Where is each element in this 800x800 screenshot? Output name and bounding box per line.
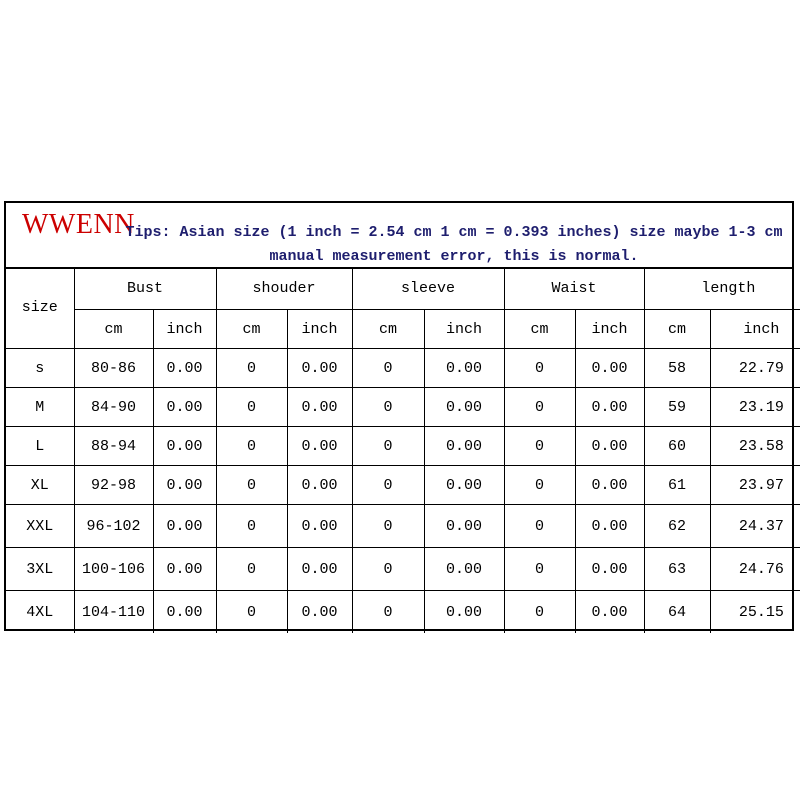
table-cell: 0 [504,388,575,427]
unit-header-cm: cm [504,310,575,349]
table-cell: 0.00 [153,388,216,427]
table-cell: 60 [644,427,710,466]
size-cell: XXL [6,505,74,548]
unit-header-inch: inch [153,310,216,349]
bust-header: Bust [74,267,216,310]
table-cell: 104-110 [74,591,153,634]
table-cell: 58 [644,349,710,388]
header-row-units [6,310,800,349]
table-cell: 0 [504,548,575,591]
table-cell: 0 [504,466,575,505]
table-cell: 0 [352,591,424,634]
table-cell: 0 [352,349,424,388]
table-cell: 24.76 [710,548,800,591]
table-cell: 64 [644,591,710,634]
table-cell: 92-98 [74,466,153,505]
table-cell: 0.00 [424,349,504,388]
table-cell: 0.00 [575,548,644,591]
shoulder-header: shouder [216,267,352,310]
size-column-header: size [6,267,74,349]
table-cell: 0.00 [153,427,216,466]
size-cell: XL [6,466,74,505]
table-cell: 96-102 [74,505,153,548]
unit-header-cm: cm [644,310,710,349]
table-cell: 0 [216,505,287,548]
table-cell: 0 [216,349,287,388]
table-cell: 0 [504,427,575,466]
table-cell: 63 [644,548,710,591]
table-cell: 0 [504,591,575,634]
table-cell: 59 [644,388,710,427]
table-cell: 0 [352,388,424,427]
table-cell: 0 [216,466,287,505]
brand-logo-text: WWENN [22,209,135,240]
table-row [6,349,800,388]
table-cell: 0 [504,349,575,388]
unit-header-inch: inch [575,310,644,349]
table-cell: 23.58 [710,427,800,466]
table-cell: 0.00 [424,548,504,591]
table-row [6,388,800,427]
table-cell: 0 [352,466,424,505]
unit-header-cm: cm [216,310,287,349]
table-cell: 80-86 [74,349,153,388]
table-row [6,548,800,591]
table-cell: 23.97 [710,466,800,505]
table-cell: 62 [644,505,710,548]
table-cell: 100-106 [74,548,153,591]
table-cell: 0.00 [287,548,352,591]
table-cell: 24.37 [710,505,800,548]
table-cell: 0 [352,427,424,466]
unit-header-cm: cm [74,310,153,349]
table-cell: 0.00 [287,591,352,634]
table-cell: 0.00 [575,591,644,634]
table-cell: 0.00 [424,591,504,634]
table-cell: 22.79 [710,349,800,388]
table-row [6,427,800,466]
chart-header [6,203,792,269]
table-row [6,466,800,505]
size-cell: s [6,349,74,388]
table-cell: 25.15 [710,591,800,634]
table-cell: 0.00 [287,388,352,427]
table-cell: 0 [352,505,424,548]
table-cell: 0.00 [287,466,352,505]
size-cell: M [6,388,74,427]
size-cell: 4XL [6,591,74,634]
table-cell: 0.00 [575,427,644,466]
table-cell: 0.00 [153,505,216,548]
tips-line-2: manual measurement error, this is normal. [269,248,639,265]
unit-header-inch: inch [287,310,352,349]
table-row [6,505,800,548]
table-cell: 0.00 [424,427,504,466]
table-cell: 0.00 [575,466,644,505]
table-cell: 0.00 [424,466,504,505]
table-cell: 0 [216,591,287,634]
size-chart [4,201,794,631]
size-cell: L [6,427,74,466]
waist-header: Waist [504,267,644,310]
unit-header-inch: inch [424,310,504,349]
table-cell: 0 [504,505,575,548]
table-cell: 0 [216,548,287,591]
table-cell: 0.00 [575,349,644,388]
table-cell: 0.00 [424,505,504,548]
table-cell: 0.00 [424,388,504,427]
tips-line-1: Tips: Asian size (1 inch = 2.54 cm 1 cm = 0.393 inches) size maybe 1-3 cm [125,224,783,241]
table-cell: 0.00 [575,505,644,548]
size-tips [118,221,790,269]
sleeve-header: sleeve [352,267,504,310]
table-cell: 0 [352,548,424,591]
unit-header-cm: cm [352,310,424,349]
table-cell: 23.19 [710,388,800,427]
table-cell: 0.00 [287,427,352,466]
size-cell: 3XL [6,548,74,591]
table-row [6,591,800,634]
table-cell: 0.00 [153,349,216,388]
table-cell: 0.00 [287,505,352,548]
table-cell: 0.00 [153,591,216,634]
table-cell: 0.00 [153,548,216,591]
table-cell: 0.00 [287,349,352,388]
table-cell: 0.00 [153,466,216,505]
table-cell: 0 [216,427,287,466]
header-row-groups [6,267,800,310]
table-cell: 61 [644,466,710,505]
table-cell: 88-94 [74,427,153,466]
table-cell: 0.00 [575,388,644,427]
length-header: length [644,267,800,310]
unit-header-inch: inch [710,310,800,349]
table-cell: 84-90 [74,388,153,427]
size-table [6,267,800,633]
table-cell: 0 [216,388,287,427]
